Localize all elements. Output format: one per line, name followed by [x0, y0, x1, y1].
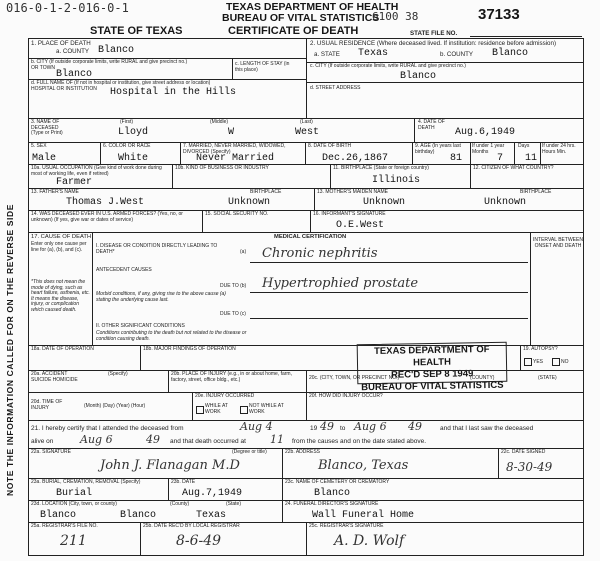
- age-months-value: 7: [497, 153, 504, 164]
- location-state-label: (State): [226, 501, 242, 507]
- state-title: STATE OF TEXAS: [90, 25, 183, 37]
- race-label: 6. COLOR OR RACE: [103, 143, 151, 149]
- cause-instructions: Enter only one cause per line for (a), (b), and (c).: [31, 241, 87, 253]
- mother-birthplace-label: BIRTHPLACE: [520, 189, 552, 195]
- degree-title-label: (Degree or title): [232, 449, 267, 455]
- name-label: 3. NAME OF DECEASED (Type or Print): [31, 119, 63, 136]
- other-note-label: Conditions contributing to the death but not related to the disease or condition causing death.: [96, 330, 247, 342]
- location-city-value: Blanco: [40, 510, 77, 521]
- how-injury-label: 20f. HOW DID INJURY OCCUR?: [309, 393, 383, 399]
- certificate-title: CERTIFICATE OF DEATH: [228, 25, 359, 37]
- injury-state-label: (STATE): [538, 375, 557, 381]
- while-at-work-label: WHILE AT WORK: [205, 403, 228, 415]
- autopsy-yes-label: YES: [533, 359, 544, 365]
- date-received-value: 8-6-49: [176, 533, 222, 549]
- alive-on-year: 49: [146, 433, 160, 446]
- father-birthplace-value: Unknown: [228, 197, 271, 208]
- hospital-value: Hospital in the Hills: [110, 87, 237, 98]
- injury-occurred-label: 20e. INJURY OCCURRED: [195, 393, 255, 399]
- cemetery-label: 23c. NAME OF CEMETERY OR CREMATORY: [285, 479, 390, 485]
- location-county-label: (County): [170, 501, 190, 507]
- place-injury-label: 20b. PLACE OF INJURY (e.g., in or about home, farm, factory, street, office bldg., etc.): [171, 371, 292, 383]
- age-hours-label: If under 24 hrs. Hours Min.: [542, 143, 576, 155]
- reverse-side-note-text: NOTE THE INFORMATION CALLED FOR ON THE REVERSE SIDE: [5, 203, 15, 497]
- accident-specify-label: (Specify): [108, 371, 128, 377]
- first-name-value: Lloyd: [118, 127, 149, 138]
- certify-alive-label: alive on: [31, 438, 54, 445]
- informant-value: O.E.West: [336, 220, 385, 231]
- disease-condition-label: I. DISEASE OR CONDITION DIRECTLY LEADING TO DEATH*: [96, 243, 218, 255]
- registrar-signature-label: 25c. REGISTRAR'S SIGNATURE: [309, 523, 384, 529]
- age-days-value: 11: [525, 153, 538, 164]
- burial-date-value: Aug.7,1949: [182, 488, 243, 499]
- location-state-value: Texas: [196, 510, 227, 521]
- county-value: Blanco: [98, 45, 135, 56]
- city-town-label: b. CITY (If outside corporate limits, write RURAL and give precinct no.): [31, 59, 188, 65]
- certify-year-to: 19: [310, 425, 318, 432]
- handwritten-ref-code: 016-0-1-2-016-0-1: [6, 1, 129, 15]
- res-street-label: d. STREET ADDRESS: [310, 85, 361, 91]
- address-label: 22b. ADDRESS: [285, 449, 321, 455]
- while-at-work-checkbox[interactable]: [196, 406, 204, 414]
- registrar-file-label: 25a. REGISTRAR'S FILE NO.: [31, 523, 98, 529]
- date-signed-label: 22c. DATE SIGNED: [501, 449, 546, 455]
- state-file-no-label: STATE FILE NO.: [410, 30, 458, 37]
- first-label: (First): [120, 119, 134, 125]
- autopsy-no-label: NO: [561, 359, 569, 365]
- registrar-signature: A. D. Wolf: [334, 533, 405, 549]
- cemetery-value: Blanco: [314, 488, 351, 499]
- burial-label: 23a. BURIAL, CREMATION, REMOVAL (Specify): [31, 479, 141, 485]
- burial-type-value: Burial: [56, 488, 93, 499]
- date-of-death-label: 4. DATE OF DEATH: [418, 119, 445, 131]
- father-birthplace-label: BIRTHPLACE: [250, 189, 282, 195]
- occupation-value: Farmer: [56, 177, 93, 188]
- injury-city-label: 20c. (CITY, TOWN, OR PRECINCT NO.): [309, 375, 400, 381]
- armed-forces-label: 14. WAS DECEASED EVER IN U.S. ARMED FORCES? (Yes, no, or unknown) (If yes, give war or dates of service): [31, 211, 183, 223]
- length-of-stay-label: c. LENGTH OF STAY (in this place): [235, 61, 290, 73]
- agency-name: TEXAS DEPARTMENT OF HEALTH: [226, 1, 399, 13]
- birthplace-label: 11. BIRTHPLACE (State or foreign country): [333, 165, 429, 171]
- date-operation-label: 18a. DATE OF OPERATION: [31, 346, 94, 352]
- age-label: 9. AGE (In years last birthday): [415, 143, 461, 155]
- physician-signature: John J. Flanagan M.D: [100, 458, 240, 473]
- marital-value: Never Married: [196, 153, 275, 164]
- death-time-value: 11: [270, 433, 284, 446]
- other-significant-label: II. OTHER SIGNIFICANT CONDITIONS: [96, 323, 185, 329]
- date-of-death-value: Aug.6,1949: [455, 127, 516, 138]
- or-town-label: OR TOWN: [31, 65, 55, 71]
- interval-label: INTERVAL BETWEEN ONSET AND DEATH: [533, 237, 583, 249]
- certify-from-label: from the causes and on the date stated above.: [292, 438, 427, 445]
- sex-value: Male: [32, 153, 57, 164]
- age-months-label: If under 1 year Months: [472, 143, 505, 155]
- stamp-line-2: REC'D SEP 8 1949: [390, 368, 474, 381]
- dob-label: 8. DATE OF BIRTH: [308, 143, 352, 149]
- certify-to-label: to: [340, 425, 346, 432]
- middle-initial-value: W: [228, 127, 235, 138]
- stamp-line-1: TEXAS DEPARTMENT OF HEALTH: [373, 343, 490, 369]
- mother-name-label: 13. MOTHER'S MAIDEN NAME: [317, 189, 388, 195]
- county-label: a. COUNTY: [56, 48, 90, 55]
- autopsy-yes-checkbox[interactable]: [524, 358, 532, 366]
- last-name-value: West: [295, 127, 320, 138]
- due-to-c-label: DUE TO (c): [220, 311, 246, 317]
- burial-date-label: 23b. DATE: [171, 479, 196, 485]
- city-value: Blanco: [56, 69, 93, 80]
- attended-from-year: 49: [320, 420, 334, 433]
- attended-from-month: Aug 4: [240, 420, 273, 433]
- sex-label: 5. SEX: [31, 143, 47, 149]
- physician-address: Blanco, Texas: [318, 458, 409, 473]
- autopsy-no-checkbox[interactable]: [552, 358, 560, 366]
- morbid-label: Morbid conditions, if any, giving rise to the above cause (a) stating the underlying cause last.: [96, 291, 226, 303]
- res-city-label: c. CITY (If outside corporate limits, write RURAL and give precinct no.): [310, 63, 466, 69]
- reverse-side-note: [2, 150, 18, 550]
- age-years-value: 81: [450, 153, 463, 164]
- cause-of-death-label: 17. CAUSE OF DEATH: [31, 234, 92, 240]
- birthplace-value: Illinois: [372, 175, 421, 186]
- time-injury-label: 20d. TIME OF INJURY: [31, 399, 63, 411]
- res-county-label: b. COUNTY: [440, 51, 474, 58]
- date-signed-value: 8-30-49: [506, 460, 553, 474]
- res-city-value: Blanco: [400, 71, 437, 82]
- usual-residence-label: 2. USUAL RESIDENCE (Where deceased lived. If institution: residence before admission): [310, 40, 557, 47]
- certify-last-saw: and that I last saw the deceased: [440, 425, 534, 432]
- location-county-value: Blanco: [120, 510, 157, 521]
- dob-value: Dec.26,1867: [322, 153, 389, 164]
- father-name-value: Thomas J.West: [66, 197, 145, 208]
- due-to-b-label: DUE TO (b): [220, 283, 247, 289]
- attended-to-year: 49: [408, 420, 422, 433]
- citizen-label: 12. CITIZEN OF WHAT COUNTRY?: [473, 165, 554, 171]
- funeral-home-value: Wall Funeral Home: [312, 510, 415, 521]
- time-injury-parts: (Month) (Day) (Year) (Hour): [84, 403, 146, 409]
- social-security-label: 15. SOCIAL SECURITY NO.: [205, 211, 269, 217]
- informant-label: 16. INFORMANT'S SIGNATURE: [313, 211, 386, 217]
- mother-name-value: Unknown: [363, 197, 406, 208]
- attended-to-month: Aug 6: [354, 420, 387, 433]
- age-days-label: Days: [518, 143, 530, 149]
- registrar-file-value: 211: [60, 533, 87, 549]
- date-received-label: 25b. DATE REC'D BY LOCAL REGISTRAR: [143, 523, 240, 529]
- certificate-number: 37133: [478, 6, 520, 23]
- location-label: 23d. LOCATION (City, town, or county): [31, 501, 117, 507]
- last-label: (Last): [300, 119, 313, 125]
- injury-county-label: (COUNTY): [470, 375, 495, 381]
- cause-a-marker: (a): [240, 249, 247, 255]
- not-at-work-checkbox[interactable]: [240, 406, 248, 414]
- antecedent-label: ANTECEDENT CAUSES: [96, 267, 152, 273]
- accident-label: 20a. ACCIDENT SUICIDE HOMICIDE: [31, 371, 78, 383]
- autopsy-label: 19. AUTOPSY?: [523, 346, 558, 352]
- cause-note: *This does not mean the mode of dying, such as heart failure, asthenia, etc. It means the disease, injury, or complication which caused death.: [31, 279, 90, 313]
- father-name-label: 13. FATHER'S NAME: [31, 189, 79, 195]
- hospital-name-label: d. FULL NAME OF (If not in hospital or institution, give street address or location): [31, 80, 211, 86]
- medical-cert-label: MEDICAL CERTIFICATION: [274, 234, 347, 240]
- occupation-label: 10a. USUAL OCCUPATION (Give kind of work done during most of working life, even if retired): [31, 165, 162, 177]
- stamp-line-3: BUREAU OF VITAL STATISTICS: [361, 379, 504, 394]
- middle-label: (Middle): [210, 119, 229, 125]
- hospital-or-label: HOSPITAL OR INSTITUTION: [31, 86, 97, 92]
- major-findings-label: 18b. MAJOR FINDINGS OF OPERATION: [143, 346, 236, 352]
- certify-text-1: 21. I hereby certify that I attended the deceased from: [31, 425, 184, 432]
- funeral-director-label: 24. FUNERAL DIRECTOR'S SIGNATURE: [285, 501, 379, 507]
- alive-on-month: Aug 6: [80, 433, 113, 446]
- business-label: 10b. KIND OF BUSINESS OR INDUSTRY: [175, 165, 269, 171]
- res-county-value: Blanco: [492, 48, 529, 59]
- signature-label: 22a. SIGNATURE: [31, 449, 71, 455]
- handwritten-ref-code-2: 6100 38: [372, 10, 419, 23]
- bureau-name: BUREAU OF VITAL STATISTICS: [222, 12, 380, 24]
- cause-b-value: Hypertrophied prostate: [262, 276, 419, 291]
- res-state-label: a. STATE: [314, 51, 340, 58]
- marital-label: 7. MARRIED, NEVER MARRIED, WIDOWED, DIVORCED (Specify): [183, 143, 286, 155]
- not-at-work-label: NOT WHILE AT WORK: [249, 403, 284, 415]
- mother-birthplace-value: Unknown: [484, 197, 527, 208]
- race-value: White: [118, 153, 149, 164]
- cause-a-value: Chronic nephritis: [262, 246, 378, 261]
- place-of-death-label: 1. PLACE OF DEATH: [31, 40, 91, 47]
- certify-death-label: and that death occurred at: [170, 438, 246, 445]
- res-state-value: Texas: [358, 48, 389, 59]
